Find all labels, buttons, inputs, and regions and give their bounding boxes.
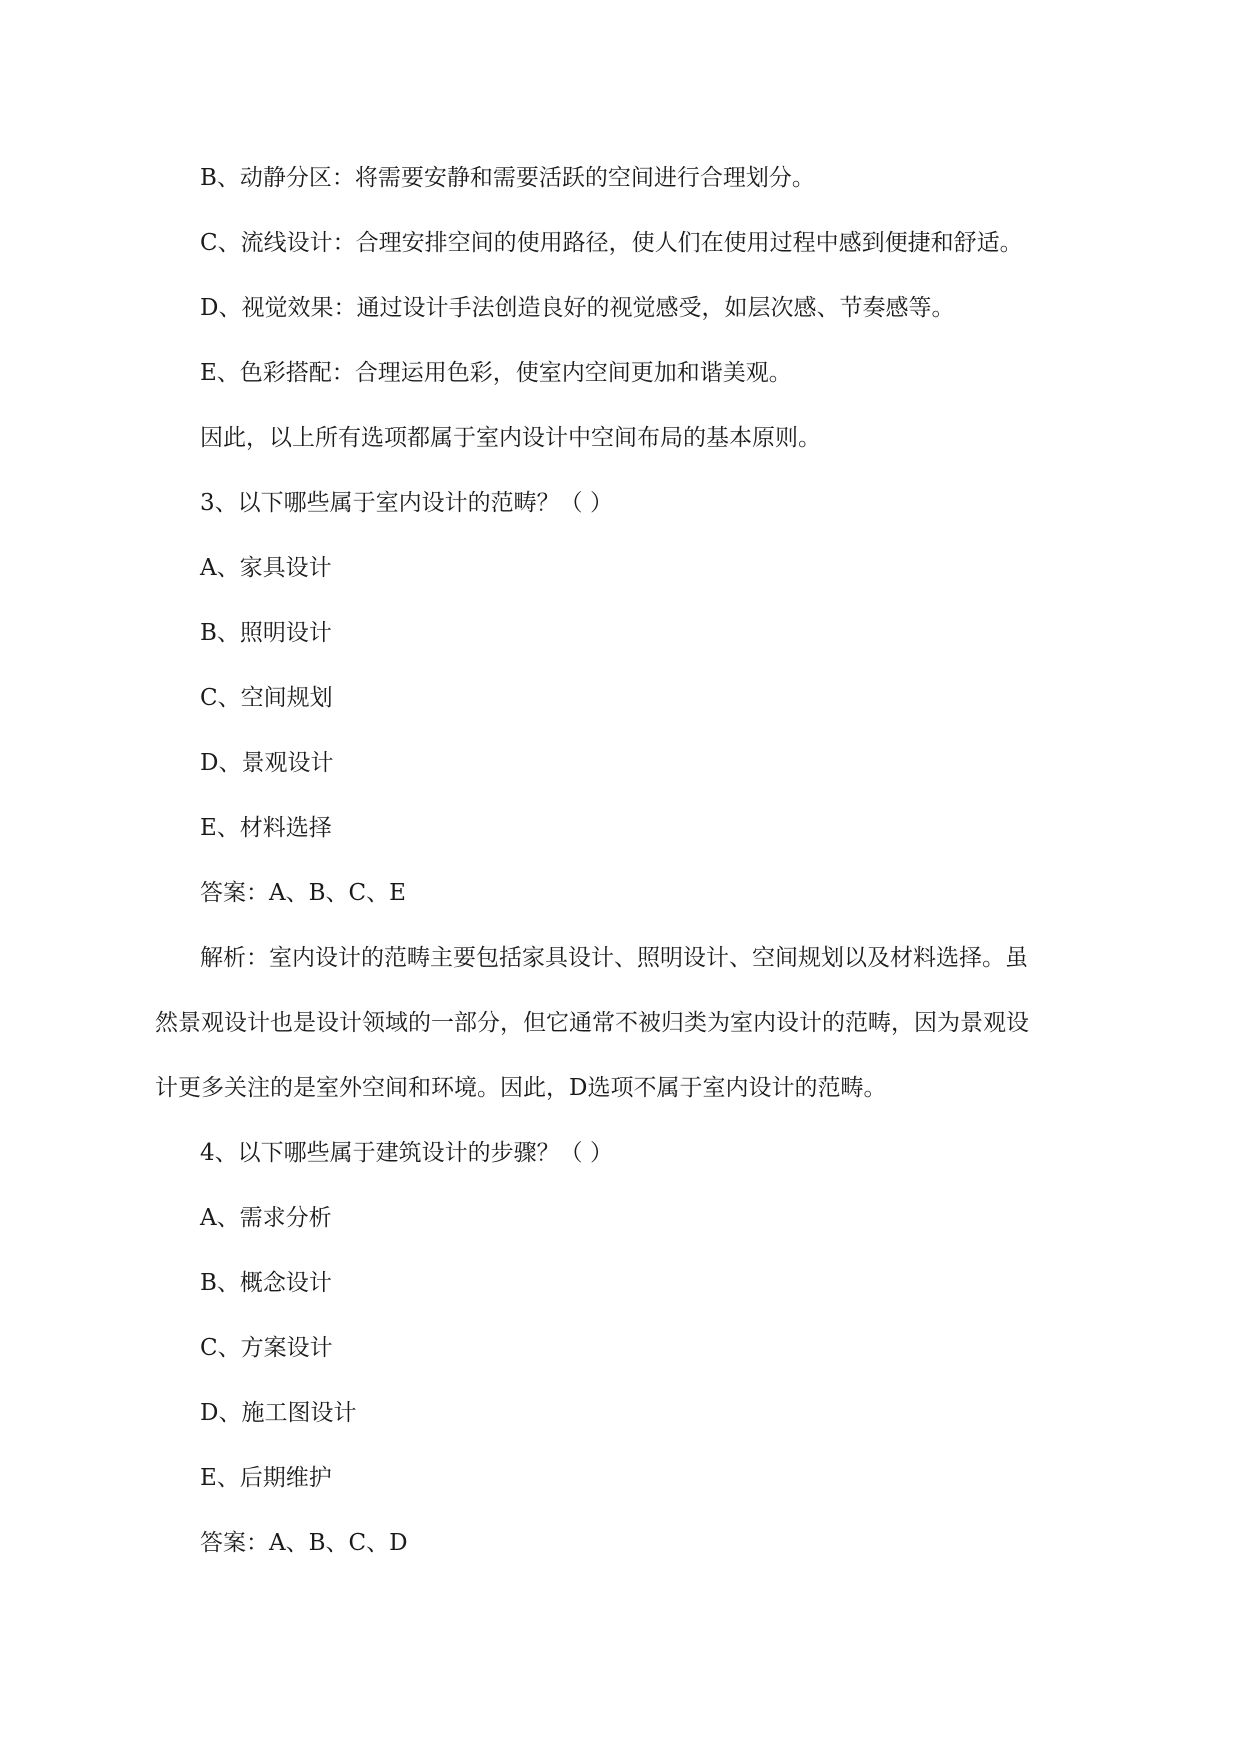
question-3-stem: 3、以下哪些属于室内设计的范畴？（ ） [200, 490, 613, 516]
document-body [155, 146, 1100, 1576]
question-4-stem: 4、以下哪些属于建筑设计的步骤？（ ） [200, 1140, 613, 1166]
question-4-option-a: A、需求分析 [200, 1205, 332, 1231]
principle-item-b: B、动静分区：将需要安静和需要活跃的空间进行合理划分。 [200, 165, 815, 191]
question-3-analysis [155, 926, 1100, 1121]
question-3-analysis-line-2: 然景观设计也是设计领域的一部分，但它通常不被归类为室内设计的范畴，因为景观设 [155, 1010, 1029, 1036]
principle-conclusion: 因此，以上所有选项都属于室内设计中空间布局的基本原则。 [200, 425, 821, 451]
question-4-answer: 答案：A、B、C、D [200, 1530, 408, 1556]
question-4-option-b: B、概念设计 [200, 1270, 332, 1296]
question-3-answer: 答案：A、B、C、E [200, 880, 406, 906]
principle-item-d: D、视觉效果：通过设计手法创造良好的视觉感受，如层次感、节奏感等。 [200, 295, 955, 321]
question-3-option-e: E、材料选择 [200, 815, 332, 841]
principle-item-c: C、流线设计：合理安排空间的使用路径，使人们在使用过程中感到便捷和舒适。 [200, 230, 1023, 256]
principle-item-e: E、色彩搭配：合理运用色彩，使室内空间更加和谐美观。 [200, 360, 792, 386]
question-3-analysis-line-3: 计更多关注的是室外空间和环境。因此，D选项不属于室内设计的范畴。 [155, 1075, 887, 1101]
question-3-option-a: A、家具设计 [200, 555, 332, 581]
question-3-option-b: B、照明设计 [200, 620, 332, 646]
question-4-option-c: C、方案设计 [200, 1335, 333, 1361]
question-3-analysis-line-1: 解析：室内设计的范畴主要包括家具设计、照明设计、空间规划以及材料选择。虽 [200, 945, 1028, 971]
question-4-option-d: D、施工图设计 [200, 1400, 357, 1426]
question-3-option-d: D、景观设计 [200, 750, 334, 776]
question-4-option-e: E、后期维护 [200, 1465, 332, 1491]
question-3-option-c: C、空间规划 [200, 685, 333, 711]
